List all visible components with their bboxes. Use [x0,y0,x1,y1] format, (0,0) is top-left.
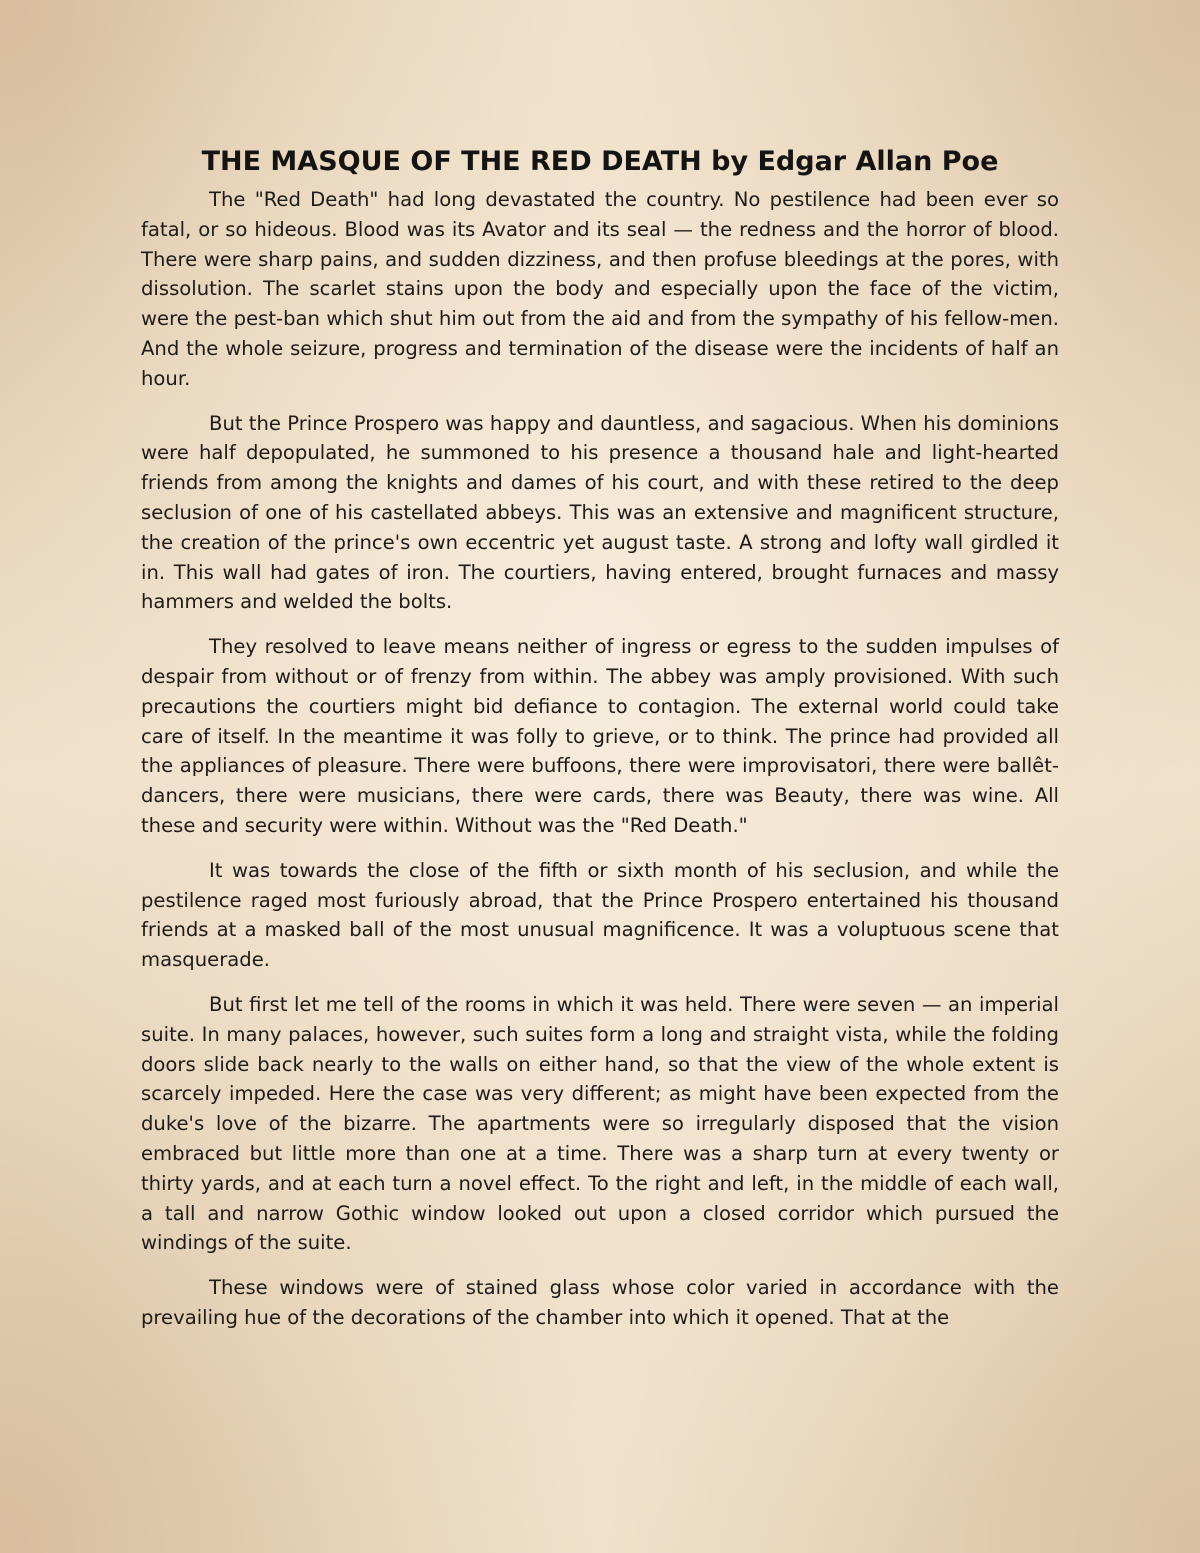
paragraph-3: They resolved to leave means neither of ingress or egress to the sudden impulses of despair from without or of frenzy from within. The abbey was amply provisioned. With such precautions the courtiers might bid defiance to contagion. The external world could take care of itself. In the meantime it was folly to grieve, or to think. The prince had provided all the appliances of pleasure. There were buffoons, there were improvisatori, there were ballêt-dancers, there were musicians, there were cards, there was Beauty, there was wine. All these and security were within. Without was the "Red Death." [141,635,1059,837]
paragraph-5: But first let me tell of the rooms in which it was held. There were seven — an imperial suite. In many palaces, however, such suites form a long and straight vista, while the folding doors slide back nearly to the walls on either hand, so that the view of the whole extent is scarcely impeded. Here the case was very different; as might have been expected from the duke's love of the bizarre. The apartments were so irregularly disposed that the vision embraced but little more than one at a time. There was a sharp turn at every twenty or thirty yards, and at each turn a novel effect. To the right and left, in the middle of each wall, a tall and narrow Gothic window looked out upon a closed corridor which pursued the windings of the suite. [141,992,1059,1255]
paragraph-2: But the Prince Prospero was happy and dauntless, and sagacious. When his dominions were half depopulated, he summoned to his presence a thousand hale and light-hearted friends from among the knights and dames of his court, and with these retired to the deep seclusion of one of his castellated abbeys. This was an extensive and magnificent structure, the creation of the prince's own eccentric yet august taste. A strong and lofty wall girdled it in. This wall had gates of iron. The courtiers, having entered, brought furnaces and massy hammers and welded the bolts. [141,411,1059,614]
document-title: THE MASQUE OF THE RED DEATH by Edgar Allan Poe [201,146,999,177]
document-page [141,143,1059,1333]
paragraph-6: These windows were of stained glass whose color varied in accordance with the prevailing hue of the decorations of the chamber into which it opened. That at the [141,1276,1059,1329]
paragraph-4: It was towards the close of the fifth or sixth month of his seclusion, and while the pestilence raged most furiously abroad, that the Prince Prospero entertained his thousand friends at a masked ball of the most unusual magnificence. It was a voluptuous scene that masquerade. [141,858,1059,972]
paragraph-1: The "Red Death" had long devastated the country. No pestilence had been ever so fatal, or so hideous. Blood was its Avator and its seal — the redness and the horror of blood. There were sharp pains, and sudden dizziness, and then profuse bleedings at the pores, with dissolution. The scarlet stains upon the body and especially upon the face of the victim, were the pest-ban which shut him out from the aid and from the sympathy of his fellow-men. And the whole seizure, progress and termination of the disease were the incidents of half an hour. [141,188,1059,390]
